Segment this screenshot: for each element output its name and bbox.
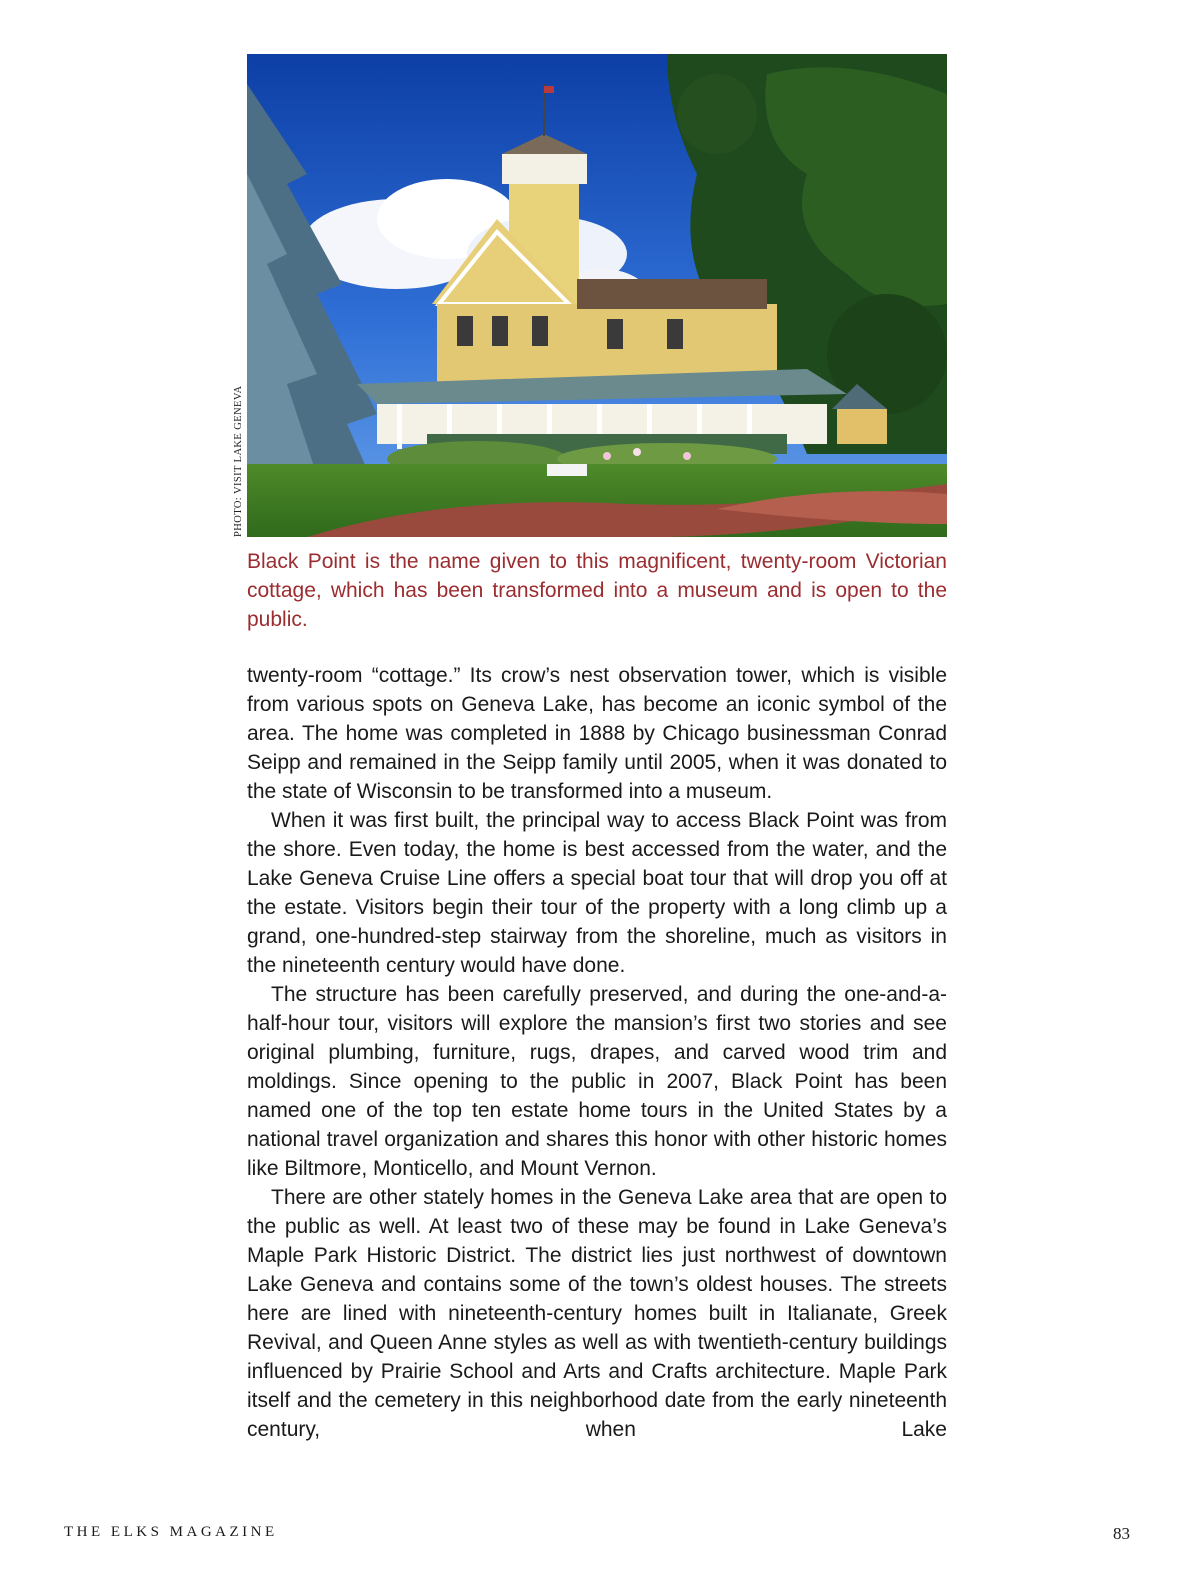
article-body <box>247 661 947 1444</box>
article-paragraph: twenty-room “cottage.” Its crow’s nest observation tower, which is visible from various spots on Geneva Lake, has become an iconic symbol of the area. The home was completed in 1888 by Chicago businessman Conrad Seipp and remained in the Seipp family until 2005, when it was donated to the state of Wisconsin to be transformed into a museum. <box>247 664 947 803</box>
article-paragraph: There are other stately homes in the Geneva Lake area that are open to the public as well. At least two of these may be found in Lake Geneva’s Maple Park Historic District. The district lies just northwest of downtown Lake Geneva and contains some of the town’s oldest houses. The streets here are lined with nineteenth-century homes built in Italianate, Greek Revival, and Queen Anne styles as well as with twentieth-century buildings influenced by Prairie School and Arts and Crafts architecture. Maple Park itself and the cemetery in this neighborhood date from the early nineteenth century, when Lake <box>247 1186 947 1441</box>
house-photo <box>247 54 947 537</box>
publication-name: THE ELKS MAGAZINE <box>64 1524 278 1540</box>
article-paragraph: The structure has been carefully preserved, and during the one-and-a-half-hour tour, visitors will explore the mansion’s first two stories and see original plumbing, furniture, rugs, drapes, and carved wood trim and moldings. Since opening to the public in 2007, Black Point has been named one of the top ten estate home tours in the United States by a national travel organization and shares this honor with other historic homes like Biltmore, Monticello, and Mount Vernon. <box>247 983 947 1180</box>
page-number: 83 <box>1113 1524 1130 1543</box>
photo-caption: Black Point is the name given to this magnificent, twenty-room Victorian cottage, which has been transformed into a museum and is open to the public. <box>247 550 947 631</box>
article-paragraph: When it was first built, the principal way to access Black Point was from the shore. Even today, the home is best accessed from the water, and the Lake Geneva Cruise Line offers a special boat tour that will drop you off at the estate. Visitors begin their tour of the property with a long climb up a grand, one-hundred-step stairway from the shoreline, much as visitors in the nineteenth century would have done. <box>247 809 947 977</box>
photo-credit: PHOTO: VISIT LAKE GENEVA <box>233 385 244 537</box>
